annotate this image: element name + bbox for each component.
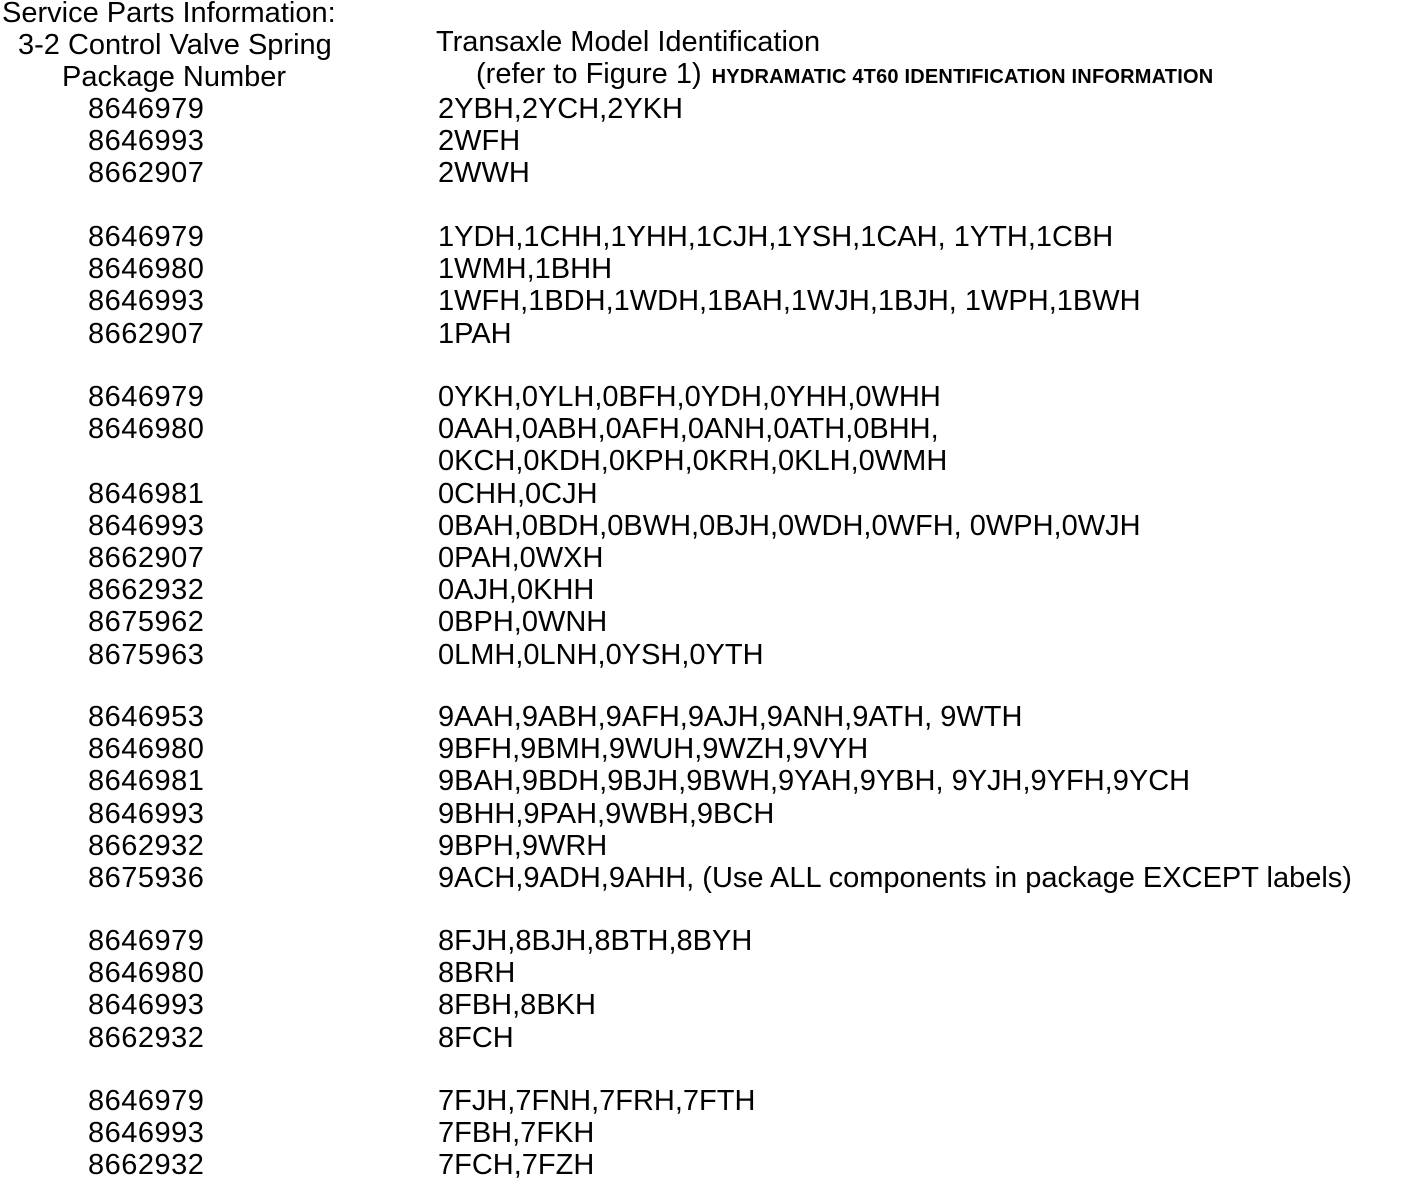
table-row xyxy=(0,542,1408,574)
package-number: 8646979 xyxy=(88,1085,205,1117)
model-codes: 0AAH,0ABH,0AFH,0ANH,0ATH,0BHH, xyxy=(438,413,939,446)
table-row xyxy=(0,1149,1408,1181)
table-row xyxy=(0,381,1408,413)
table-row xyxy=(0,445,1408,477)
header-figure-reference xyxy=(476,58,1213,93)
model-codes: 0CHH,0CJH xyxy=(438,477,598,510)
model-codes: 2YBH,2YCH,2YKH xyxy=(438,93,683,125)
table-row xyxy=(0,93,1408,125)
table-row xyxy=(0,221,1408,253)
model-codes: 8BRH xyxy=(438,957,516,990)
model-codes: 7FJH,7FNH,7FRH,7FTH xyxy=(438,1085,756,1117)
table-row xyxy=(0,1022,1408,1054)
header-service-parts-title: Service Parts Information: xyxy=(2,0,336,29)
model-codes: 2WWH xyxy=(438,157,530,190)
table-row xyxy=(0,1117,1408,1149)
table-row xyxy=(0,989,1408,1021)
model-codes: 7FCH,7FZH xyxy=(438,1149,595,1182)
header-control-valve-label: 3-2 Control Valve Spring xyxy=(18,29,332,61)
package-number: 8646993 xyxy=(88,797,205,830)
package-number: 8662907 xyxy=(88,157,205,190)
model-codes: 8FJH,8BJH,8BTH,8BYH xyxy=(438,925,753,957)
model-codes: 0BPH,0WNH xyxy=(438,606,608,639)
package-number: 8646979 xyxy=(88,93,205,125)
package-number: 8675963 xyxy=(88,638,205,671)
package-number: 8646993 xyxy=(88,1117,205,1150)
table-row xyxy=(0,318,1408,350)
package-number: 8646980 xyxy=(88,413,205,446)
model-codes: 9ACH,9ADH,9AHH, (Use ALL components in package EXCEPT labels) xyxy=(438,862,1352,894)
package-number: 8646979 xyxy=(88,381,205,413)
model-codes: 8FCH xyxy=(438,1021,514,1054)
table-row xyxy=(0,701,1408,733)
package-number: 8675936 xyxy=(88,862,205,894)
header-figure-reference-text: (refer to Figure 1) xyxy=(476,58,702,90)
table-row xyxy=(0,639,1408,671)
table-row xyxy=(0,125,1408,157)
model-codes: 1WFH,1BDH,1WDH,1BAH,1WJH,1BJH, 1WPH,1BWH xyxy=(438,285,1141,318)
package-number: 8646980 xyxy=(88,733,205,766)
model-codes: 1PAH xyxy=(438,317,512,350)
package-number: 8675962 xyxy=(88,606,205,639)
package-number: 8646980 xyxy=(88,253,205,286)
table-row xyxy=(0,606,1408,638)
table-row xyxy=(0,765,1408,797)
table-row xyxy=(0,157,1408,189)
table-row xyxy=(0,253,1408,285)
table-row xyxy=(0,478,1408,510)
package-number: 8646981 xyxy=(88,765,205,798)
package-number: 8646953 xyxy=(88,701,205,733)
model-codes: 1YDH,1CHH,1YHH,1CJH,1YSH,1CAH, 1YTH,1CBH xyxy=(438,221,1114,253)
package-number: 8646993 xyxy=(88,509,205,542)
package-number: 8646980 xyxy=(88,957,205,990)
table-row xyxy=(0,830,1408,862)
header-hydramatic-caption: HYDRAMATIC 4T60 IDENTIFICATION INFORMATION xyxy=(711,66,1214,88)
header-model-identification-label: Transaxle Model Identification xyxy=(436,26,821,58)
package-number: 8662907 xyxy=(88,542,205,574)
package-number: 8662932 xyxy=(88,1149,205,1182)
package-number: 8646979 xyxy=(88,221,205,253)
model-codes: 2WFH xyxy=(438,125,521,158)
table-row xyxy=(0,285,1408,317)
model-codes: 9BPH,9WRH xyxy=(438,829,608,862)
model-codes: 0BAH,0BDH,0BWH,0BJH,0WDH,0WFH, 0WPH,0WJH xyxy=(438,509,1141,542)
model-codes: 0AJH,0KHH xyxy=(438,574,595,607)
table-row xyxy=(0,510,1408,542)
model-codes: 0YKH,0YLH,0BFH,0YDH,0YHH,0WHH xyxy=(438,381,941,413)
table-row xyxy=(0,733,1408,765)
package-number: 8646993 xyxy=(88,989,205,1022)
package-number: 8646993 xyxy=(88,125,205,158)
header-package-number-label: Package Number xyxy=(62,61,287,93)
model-codes: 7FBH,7FKH xyxy=(438,1117,595,1150)
package-number: 8646979 xyxy=(88,925,205,957)
model-codes: 0LMH,0LNH,0YSH,0YTH xyxy=(438,638,764,671)
table-row xyxy=(0,925,1408,957)
package-number: 8662907 xyxy=(88,317,205,350)
model-codes: 0KCH,0KDH,0KPH,0KRH,0KLH,0WMH xyxy=(438,445,948,478)
model-codes: 9BAH,9BDH,9BJH,9BWH,9YAH,9YBH, 9YJH,9YFH,9YCH xyxy=(438,765,1191,798)
model-codes: 9AAH,9ABH,9AFH,9AJH,9ANH,9ATH, 9WTH xyxy=(438,701,1023,733)
package-number: 8662932 xyxy=(88,829,205,862)
package-number: 8646981 xyxy=(88,477,205,510)
table-row xyxy=(0,798,1408,830)
package-number: 8646993 xyxy=(88,285,205,318)
model-codes: 8FBH,8BKH xyxy=(438,989,596,1022)
table-row xyxy=(0,1085,1408,1117)
model-codes: 1WMH,1BHH xyxy=(438,253,613,286)
model-codes: 9BHH,9PAH,9WBH,9BCH xyxy=(438,797,775,830)
model-codes: 9BFH,9BMH,9WUH,9WZH,9VYH xyxy=(438,733,869,766)
table-row xyxy=(0,862,1408,894)
table-row xyxy=(0,574,1408,606)
table-row xyxy=(0,957,1408,989)
model-codes: 0PAH,0WXH xyxy=(438,542,604,574)
package-number: 8662932 xyxy=(88,574,205,607)
package-number: 8662932 xyxy=(88,1021,205,1054)
table-row xyxy=(0,413,1408,445)
